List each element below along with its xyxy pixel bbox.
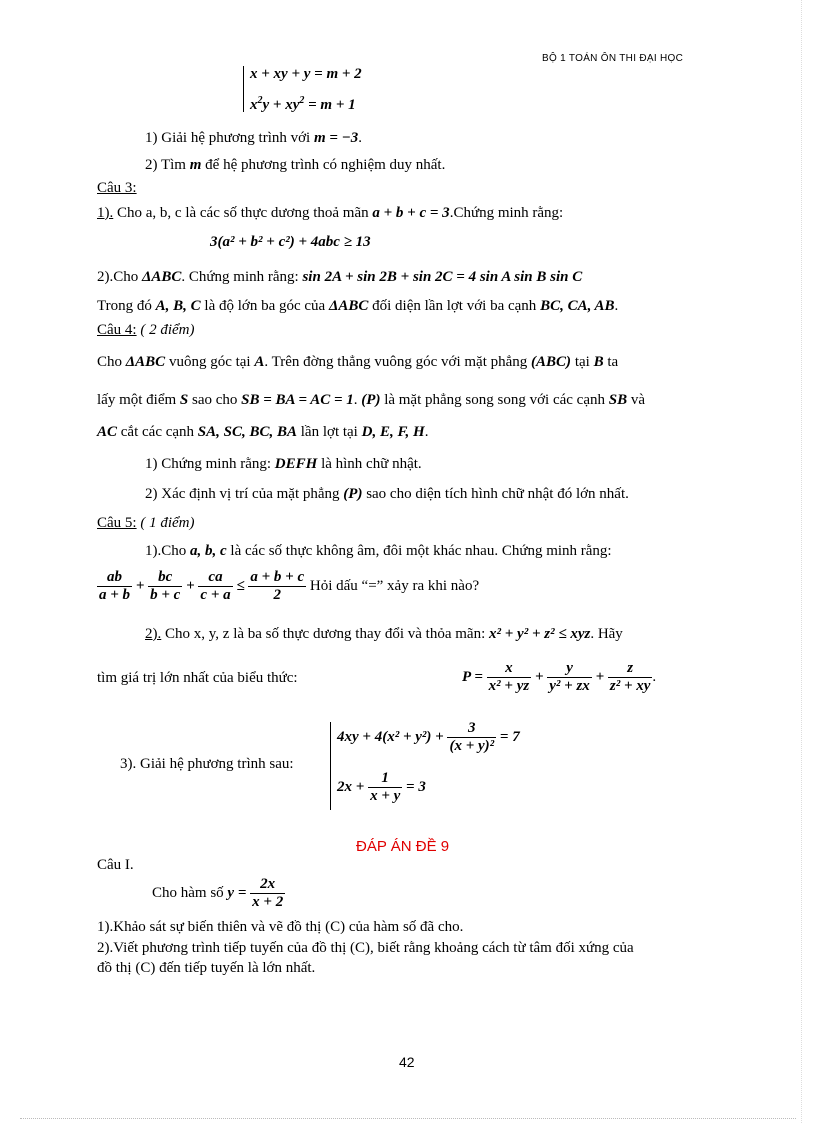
cau4-item1: 1) Chứng minh rằng: DEFH là hình chữ nhật. <box>145 456 422 472</box>
cau5-item3: 3). Giải hệ phương trình sau: <box>120 756 294 772</box>
cau3-note: Trong đó A, B, C là độ lớn ba góc của ΔABC đối diện lần lợt với ba cạnh BC, CA, AB. <box>97 298 619 314</box>
cau5-item2-cont: tìm giá trị lớn nhất của biểu thức: <box>97 670 298 686</box>
cau3-item2: 2).Cho ΔABC. Chứng minh rằng: sin 2A + sin 2B + sin 2C = 4 sin A sin B sin C <box>97 269 583 285</box>
caui-item2: 2).Viết phương trình tiếp tuyến của đồ thị (C), biết rằng khoảng cách từ tâm đối xứng của <box>97 940 634 956</box>
q2-item1: 1) Giải hệ phương trình với m = −3. <box>145 130 363 146</box>
caui-item2-cont: đồ thị (C) đến tiếp tuyến là lớn nhất. <box>97 960 316 976</box>
system1-eq1: x + xy + y = m + 2 <box>250 66 362 82</box>
cau4-line1: Cho ΔABC vuông góc tại A. Trên đờng thẳng vuông góc với mặt phẳng (ABC) tại B ta <box>97 354 619 370</box>
cau5-item1: 1).Cho a, b, c là các số thực không âm, đôi một khác nhau. Chứng minh rằng: <box>145 543 612 559</box>
cau4-line3: AC cắt các cạnh SA, SC, BC, BA lần lợt tại D, E, F, H. <box>97 424 429 440</box>
system2-eq2: 2x + $\frac{1}{x + y}$ = 3 <box>337 770 426 804</box>
cau3-item1: 1). Cho a, b, c là các số thực dương thoả mãn a + b + c = 3.Chứng minh rằng: <box>97 205 564 221</box>
cau5-item2: 2). Cho x, y, z là ba số thực dương thay đổi và thỏa mãn: x² + y² + z² ≤ xyz. Hãy <box>145 626 623 642</box>
cau4-item2: 2) Xác định vị trí của mặt phẳng (P) sao cho diện tích hình chữ nhật đó lớn nhất. <box>145 486 629 502</box>
system2-eq1: 4xy + 4(x² + y²) + $\frac{3}{\text{(x + y)²}}$ = 7 <box>337 720 520 754</box>
system2-brace <box>330 722 331 810</box>
expression-P: P = $\frac{x}{\text{x² + yz}}$ + $\frac{y}{\text{y² + zx}}$ + $\frac{z}{\text{z² + xy}}$ . <box>462 660 657 694</box>
cau5-heading: Câu 5: ( 1 điểm) <box>97 515 195 531</box>
caui-item1: 1).Khảo sát sự biến thiên và vẽ đồ thị (C) của hàm số đã cho. <box>97 919 464 935</box>
page-header: BỘ 1 TOÁN ÔN THI ĐẠI HỌC <box>542 53 684 64</box>
cau4-line2: lấy một điểm S sao cho SB = BA = AC = 1. (P) là mặt phẳng song song với các cạnh SB và <box>97 392 646 408</box>
page-edge <box>801 0 802 1123</box>
footer-rule <box>20 1118 796 1119</box>
page-number: 42 <box>399 1054 415 1070</box>
answer-title: ĐÁP ÁN ĐỀ 9 <box>356 838 450 855</box>
system-brace <box>243 66 244 112</box>
cau3-inequality: 3(a² + b² + c²) + 4abc ≥ 13 <box>210 234 371 250</box>
cau5-inequality: $\frac{ab}{a + b}$ + $\frac{bc}{b + c}$ + $\frac{ca}{c + a}$ ≤ $\frac{a + b + c}{2}$ Hỏi dấu “=” xảy ra khi nào? <box>99 569 480 603</box>
cau4-heading: Câu 4: ( 2 điểm) <box>97 322 195 338</box>
system1-eq2: $x^2y + xy^2 = m + 1$ <box>250 95 356 113</box>
caui-function: Cho hàm số y = $\frac{2x}{x + 2}$ <box>152 876 284 910</box>
q2-item2: 2) Tìm m để hệ phương trình có nghiệm duy nhất. <box>145 157 446 173</box>
caui-label: Câu I. <box>97 857 134 873</box>
cau3-label: Câu 3: <box>97 180 137 196</box>
